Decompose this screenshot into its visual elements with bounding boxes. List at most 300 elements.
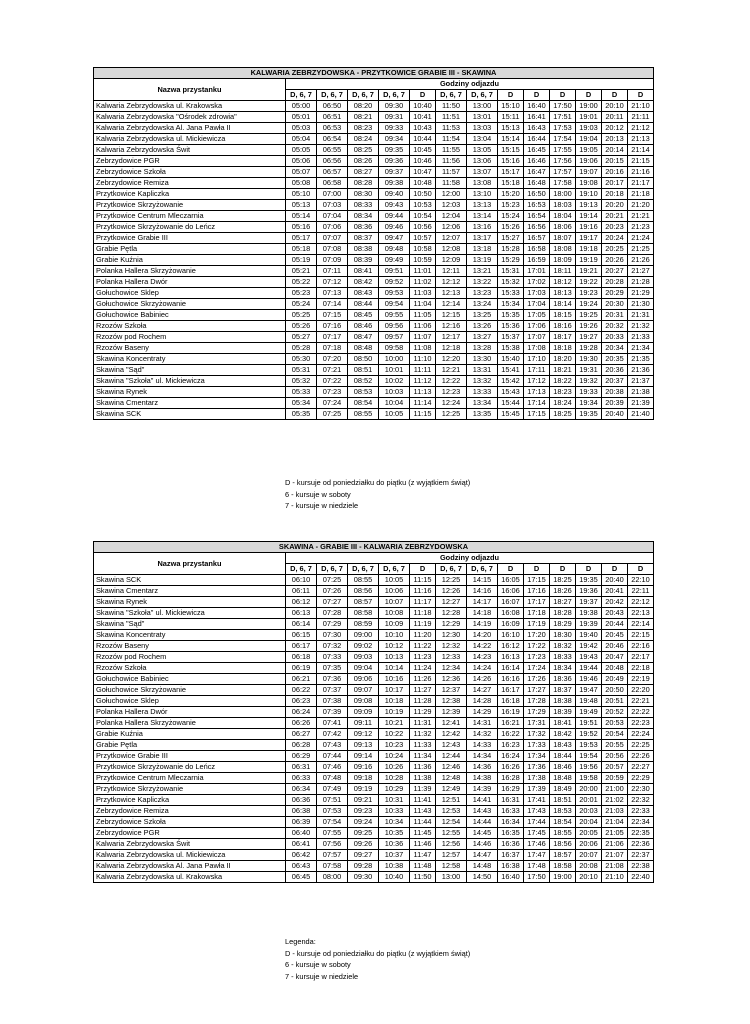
departure-time: 17:53: [550, 123, 576, 134]
departure-time: 13:27: [467, 332, 498, 343]
departure-time: 19:35: [576, 409, 602, 420]
day-code: D, 6, 7: [467, 564, 498, 575]
departure-time: 05:30: [286, 354, 317, 365]
departure-time: 19:35: [576, 575, 602, 586]
stop-name: Skawina Koncentraty: [94, 354, 286, 365]
departure-time: 10:14: [379, 663, 410, 674]
departure-time: 19:07: [576, 167, 602, 178]
departure-time: 06:11: [286, 586, 317, 597]
departure-time: 11:15: [410, 409, 436, 420]
departure-time: 07:12: [317, 277, 348, 288]
stop-name: Skawina "Szkoła" ul. Mickiewicza: [94, 608, 286, 619]
departure-time: 10:18: [379, 696, 410, 707]
departure-time: 05:31: [286, 365, 317, 376]
departure-time: 18:54: [550, 817, 576, 828]
departure-time: 14:17: [467, 597, 498, 608]
departure-time: 22:36: [628, 839, 654, 850]
departure-time: 07:15: [317, 310, 348, 321]
departure-time: 11:56: [436, 156, 467, 167]
departure-time: 06:55: [317, 145, 348, 156]
departure-time: 18:25: [550, 575, 576, 586]
table-row: [94, 145, 654, 156]
departure-time: 18:39: [550, 707, 576, 718]
departure-time: 15:45: [498, 409, 524, 420]
departure-time: 12:55: [436, 828, 467, 839]
departure-time: 17:50: [550, 101, 576, 112]
departure-time: 21:13: [628, 134, 654, 145]
departure-time: 08:53: [348, 387, 379, 398]
table-row: [94, 178, 654, 189]
table-row: [94, 134, 654, 145]
departure-time: 09:02: [348, 641, 379, 652]
departure-time: 05:14: [286, 211, 317, 222]
departure-time: 12:16: [436, 321, 467, 332]
day-code: D, 6, 7: [348, 564, 379, 575]
departure-time: 06:12: [286, 597, 317, 608]
table-row: [94, 387, 654, 398]
departure-time: 08:43: [348, 288, 379, 299]
departure-time: 15:41: [498, 365, 524, 376]
departure-time: 08:30: [348, 189, 379, 200]
stop-name: Rzozów Szkoła: [94, 321, 286, 332]
table-row: [94, 729, 654, 740]
table-row: [94, 156, 654, 167]
departure-time: 22:12: [628, 597, 654, 608]
departure-time: 19:37: [576, 597, 602, 608]
departure-time: 19:28: [576, 343, 602, 354]
departure-time: 07:48: [317, 773, 348, 784]
departure-time: 22:23: [628, 718, 654, 729]
departure-time: 09:53: [379, 288, 410, 299]
departure-time: 19:46: [576, 674, 602, 685]
departure-time: 17:14: [524, 398, 550, 409]
departure-time: 10:03: [379, 387, 410, 398]
departure-time: 16:21: [498, 718, 524, 729]
departure-time: 11:22: [410, 641, 436, 652]
departure-time: 06:24: [286, 707, 317, 718]
departure-time: 13:04: [467, 134, 498, 145]
departure-time: 10:45: [410, 145, 436, 156]
departure-time: 22:18: [628, 663, 654, 674]
departure-time: 15:32: [498, 277, 524, 288]
departure-time: 12:34: [436, 663, 467, 674]
departure-time: 18:03: [550, 200, 576, 211]
departure-time: 14:44: [467, 817, 498, 828]
departure-time: 10:24: [379, 751, 410, 762]
departure-time: 11:50: [410, 872, 436, 883]
departure-time: 13:17: [467, 233, 498, 244]
departure-time: 19:13: [576, 200, 602, 211]
departure-time: 06:28: [286, 740, 317, 751]
departure-time: 07:24: [317, 398, 348, 409]
table-row: [94, 343, 654, 354]
table-row: [94, 773, 654, 784]
departure-time: 15:31: [498, 266, 524, 277]
departure-time: 09:00: [348, 630, 379, 641]
departure-time: 06:40: [286, 828, 317, 839]
departure-time: 17:50: [524, 872, 550, 883]
departure-time: 06:29: [286, 751, 317, 762]
departure-time: 17:51: [550, 112, 576, 123]
departure-time: 13:06: [467, 156, 498, 167]
departure-time: 16:43: [524, 123, 550, 134]
departure-time: 07:38: [317, 696, 348, 707]
departure-time: 21:34: [628, 343, 654, 354]
departure-time: 07:25: [317, 575, 348, 586]
departure-time: 09:04: [348, 663, 379, 674]
departure-time: 16:16: [498, 674, 524, 685]
departure-time: 20:47: [602, 652, 628, 663]
departure-time: 12:28: [436, 608, 467, 619]
departure-time: 14:46: [467, 839, 498, 850]
departure-time: 11:58: [436, 178, 467, 189]
departure-time: 12:09: [436, 255, 467, 266]
departure-time: 09:46: [379, 222, 410, 233]
departure-time: 11:39: [410, 784, 436, 795]
day-code: D: [550, 564, 576, 575]
departure-time: 15:42: [498, 376, 524, 387]
departure-time: 10:13: [379, 652, 410, 663]
departure-time: 13:30: [467, 354, 498, 365]
departure-time: 16:59: [524, 255, 550, 266]
departure-time: 17:45: [524, 828, 550, 839]
departure-time: 12:14: [436, 299, 467, 310]
departure-time: 06:21: [286, 674, 317, 685]
departure-time: 17:57: [550, 167, 576, 178]
departure-time: 12:25: [436, 575, 467, 586]
departure-time: 15:26: [498, 222, 524, 233]
departure-time: 17:46: [524, 839, 550, 850]
departure-time: 17:15: [524, 575, 550, 586]
departure-time: 09:36: [379, 156, 410, 167]
departure-time: 08:58: [348, 608, 379, 619]
departure-time: 11:43: [410, 806, 436, 817]
departure-time: 11:01: [410, 266, 436, 277]
stop-name: Kalwaria Zebrzydowska Al. Jana Pawła II: [94, 123, 286, 134]
departure-time: 08:51: [348, 365, 379, 376]
departure-time: 10:23: [379, 740, 410, 751]
table-row: [94, 101, 654, 112]
table-row: [94, 222, 654, 233]
departure-time: 18:21: [550, 365, 576, 376]
departure-time: 10:48: [410, 178, 436, 189]
table-row: [94, 376, 654, 387]
departure-time: 11:17: [410, 597, 436, 608]
table-row: [94, 696, 654, 707]
departure-time: 08:45: [348, 310, 379, 321]
departure-time: 10:04: [379, 398, 410, 409]
stop-name: Przytkowice Skrzyżowanie do Leńcz: [94, 222, 286, 233]
departure-time: 21:25: [628, 244, 654, 255]
legend: [285, 477, 470, 512]
stop-name: Zebrzydowice Remiza: [94, 178, 286, 189]
departure-time: 07:49: [317, 784, 348, 795]
departure-time: 08:38: [348, 244, 379, 255]
departure-time: 10:26: [379, 762, 410, 773]
legend-line: D - kursuje od poniedziałku do piątku (z wyjątkiem świąt): [285, 948, 471, 958]
departure-time: 17:22: [524, 641, 550, 652]
departure-time: 18:49: [550, 784, 576, 795]
stop-name: Rzozów Baseny: [94, 641, 286, 652]
departure-time: 21:14: [628, 145, 654, 156]
departure-time: 20:43: [602, 608, 628, 619]
departure-time: 10:22: [379, 729, 410, 740]
departure-time: 16:37: [498, 850, 524, 861]
departure-time: 19:43: [576, 652, 602, 663]
departure-time: 09:40: [379, 189, 410, 200]
table-row: [94, 123, 654, 134]
departure-time: 07:17: [317, 332, 348, 343]
departure-time: 15:36: [498, 321, 524, 332]
table-row: [94, 751, 654, 762]
departure-time: 11:20: [410, 630, 436, 641]
day-code: D: [498, 90, 524, 101]
departure-time: 12:03: [436, 200, 467, 211]
departure-time: 15:44: [498, 398, 524, 409]
departure-time: 10:40: [379, 872, 410, 883]
departure-time: 10:34: [379, 817, 410, 828]
departure-time: 20:57: [602, 762, 628, 773]
departure-time: 10:44: [410, 134, 436, 145]
departure-time: 08:23: [348, 123, 379, 134]
departure-time: 10:10: [379, 630, 410, 641]
departure-time: 18:13: [550, 288, 576, 299]
departure-time: 16:57: [524, 233, 550, 244]
departure-time: 06:27: [286, 729, 317, 740]
departure-time: 20:40: [602, 409, 628, 420]
departure-time: 19:58: [576, 773, 602, 784]
table-row: [94, 597, 654, 608]
departure-time: 16:07: [498, 597, 524, 608]
departure-time: 14:47: [467, 850, 498, 861]
departure-time: 07:53: [317, 806, 348, 817]
departure-time: 19:24: [576, 299, 602, 310]
departure-time: 20:30: [602, 299, 628, 310]
departure-time: 11:53: [436, 123, 467, 134]
departure-time: 20:32: [602, 321, 628, 332]
departure-time: 10:33: [379, 806, 410, 817]
departure-time: 18:36: [550, 674, 576, 685]
departure-time: 19:54: [576, 751, 602, 762]
stop-name-header: Nazwa przystanku: [94, 553, 286, 575]
departure-time: 15:23: [498, 200, 524, 211]
departure-time: 13:03: [467, 123, 498, 134]
departure-time: 09:18: [348, 773, 379, 784]
departure-time: 17:33: [524, 740, 550, 751]
departure-time: 09:48: [379, 244, 410, 255]
departure-time: 06:33: [286, 773, 317, 784]
departure-time: 22:29: [628, 773, 654, 784]
departure-time: 20:10: [576, 872, 602, 883]
departure-time: 07:32: [317, 641, 348, 652]
table-row: [94, 641, 654, 652]
departure-time: 18:12: [550, 277, 576, 288]
departure-time: 10:59: [410, 255, 436, 266]
departure-time: 19:39: [576, 619, 602, 630]
departure-time: 13:18: [467, 244, 498, 255]
departure-time: 18:17: [550, 332, 576, 343]
departure-time: 18:08: [550, 244, 576, 255]
departure-time: 19:14: [576, 211, 602, 222]
departure-time: 10:06: [379, 586, 410, 597]
day-code: D: [628, 564, 654, 575]
departure-time: 09:55: [379, 310, 410, 321]
departure-time: 22:22: [628, 707, 654, 718]
departure-time: 14:39: [467, 784, 498, 795]
departure-time: 16:14: [498, 663, 524, 674]
departure-time: 19:05: [576, 145, 602, 156]
departure-time: 17:36: [524, 762, 550, 773]
departure-time: 19:52: [576, 729, 602, 740]
departure-time: 18:04: [550, 211, 576, 222]
departure-time: 09:12: [348, 729, 379, 740]
departure-time: 06:23: [286, 696, 317, 707]
stop-name: Przytkowice Grabie III: [94, 233, 286, 244]
legend: [285, 936, 470, 982]
departure-time: 16:18: [498, 696, 524, 707]
departure-time: 19:33: [576, 387, 602, 398]
departure-time: 14:18: [467, 608, 498, 619]
departure-time: 05:04: [286, 134, 317, 145]
departure-time: 11:41: [410, 795, 436, 806]
departure-time: 17:01: [524, 266, 550, 277]
departure-time: 12:29: [436, 619, 467, 630]
departure-time: 05:19: [286, 255, 317, 266]
stop-name: Kalwaria Zebrzydowska Al. Jana Pawła II: [94, 861, 286, 872]
departure-time: 10:29: [379, 784, 410, 795]
departure-time: 09:21: [348, 795, 379, 806]
departure-time: 22:11: [628, 586, 654, 597]
day-code: D, 6, 7: [348, 90, 379, 101]
departure-time: 20:38: [602, 387, 628, 398]
stop-name: Polanka Hallera Skrzyżowanie: [94, 718, 286, 729]
departure-time: 17:19: [524, 619, 550, 630]
departure-time: 21:30: [628, 299, 654, 310]
departure-time: 19:00: [550, 872, 576, 883]
departure-time: 19:04: [576, 134, 602, 145]
stop-name: Kalwaria Zebrzydowska ul. Krakowska: [94, 872, 286, 883]
departure-time: 18:44: [550, 751, 576, 762]
departure-time: 18:00: [550, 189, 576, 200]
departure-time: 07:21: [317, 365, 348, 376]
day-code: D, 6, 7: [317, 90, 348, 101]
departure-time: 09:58: [379, 343, 410, 354]
stop-name: Zebrzydowice PGR: [94, 828, 286, 839]
departure-time: 05:23: [286, 288, 317, 299]
departure-time: 11:48: [410, 861, 436, 872]
departure-time: 21:05: [602, 828, 628, 839]
departure-time: 18:37: [550, 685, 576, 696]
departure-time: 15:43: [498, 387, 524, 398]
table-row: [94, 707, 654, 718]
departure-time: 10:56: [410, 222, 436, 233]
departure-time: 06:53: [317, 123, 348, 134]
departure-time: 09:31: [379, 112, 410, 123]
stop-name: Skawina Rynek: [94, 387, 286, 398]
departure-time: 22:33: [628, 806, 654, 817]
departure-time: 19:01: [576, 112, 602, 123]
departure-time: 21:28: [628, 277, 654, 288]
departure-time: 20:24: [602, 233, 628, 244]
departure-time: 11:51: [436, 112, 467, 123]
departure-time: 08:28: [348, 178, 379, 189]
table-row: [94, 255, 654, 266]
table-row: [94, 685, 654, 696]
departure-time: 10:05: [379, 575, 410, 586]
departure-time: 06:34: [286, 784, 317, 795]
departure-time: 13:24: [467, 299, 498, 310]
departure-time: 11:12: [410, 376, 436, 387]
table-row: [94, 740, 654, 751]
legend-heading: Legenda:: [285, 937, 316, 946]
departure-time: 16:47: [524, 167, 550, 178]
stop-name: Rzozów Baseny: [94, 343, 286, 354]
departure-time: 05:28: [286, 343, 317, 354]
departure-time: 12:15: [436, 310, 467, 321]
departure-time: 16:38: [498, 861, 524, 872]
departure-time: 16:54: [524, 211, 550, 222]
departure-time: 09:24: [348, 817, 379, 828]
departure-time: 14:31: [467, 718, 498, 729]
departure-time: 11:50: [436, 101, 467, 112]
departure-time: 07:00: [317, 189, 348, 200]
departure-time: 17:41: [524, 795, 550, 806]
departure-time: 16:33: [498, 806, 524, 817]
departure-time: 06:43: [286, 861, 317, 872]
departure-time: 21:20: [628, 200, 654, 211]
departure-time: 18:06: [550, 222, 576, 233]
departure-time: 15:29: [498, 255, 524, 266]
day-code: D: [524, 90, 550, 101]
departure-time: 17:02: [524, 277, 550, 288]
table-row: [94, 817, 654, 828]
departure-time: 22:27: [628, 762, 654, 773]
departure-time: 05:16: [286, 222, 317, 233]
departure-time: 20:14: [602, 145, 628, 156]
departure-time: 05:07: [286, 167, 317, 178]
departure-time: 05:03: [286, 123, 317, 134]
departure-time: 06:19: [286, 663, 317, 674]
departure-time: 17:13: [524, 387, 550, 398]
departure-time: 20:21: [602, 211, 628, 222]
departure-time: 07:33: [317, 652, 348, 663]
departure-time: 07:37: [317, 685, 348, 696]
departure-time: 11:14: [410, 398, 436, 409]
departure-time: 11:03: [410, 288, 436, 299]
departure-time: 18:14: [550, 299, 576, 310]
departure-time: 18:43: [550, 740, 576, 751]
departure-time: 21:31: [628, 310, 654, 321]
departure-time: 12:53: [436, 806, 467, 817]
departure-time: 05:00: [286, 101, 317, 112]
table-row: [94, 167, 654, 178]
departure-time: 07:58: [317, 861, 348, 872]
departure-time: 20:28: [602, 277, 628, 288]
departure-time: 06:18: [286, 652, 317, 663]
departure-time: 20:40: [602, 575, 628, 586]
departure-time: 19:16: [576, 222, 602, 233]
departure-time: 21:40: [628, 409, 654, 420]
departure-time: 10:54: [410, 211, 436, 222]
departure-time: 11:08: [410, 343, 436, 354]
departure-time: 10:12: [379, 641, 410, 652]
departure-time: 12:24: [436, 398, 467, 409]
departure-time: 22:30: [628, 784, 654, 795]
departure-time: 11:16: [410, 586, 436, 597]
departure-time: 21:21: [628, 211, 654, 222]
stop-name: Grabie Pętla: [94, 740, 286, 751]
departure-time: 21:38: [628, 387, 654, 398]
